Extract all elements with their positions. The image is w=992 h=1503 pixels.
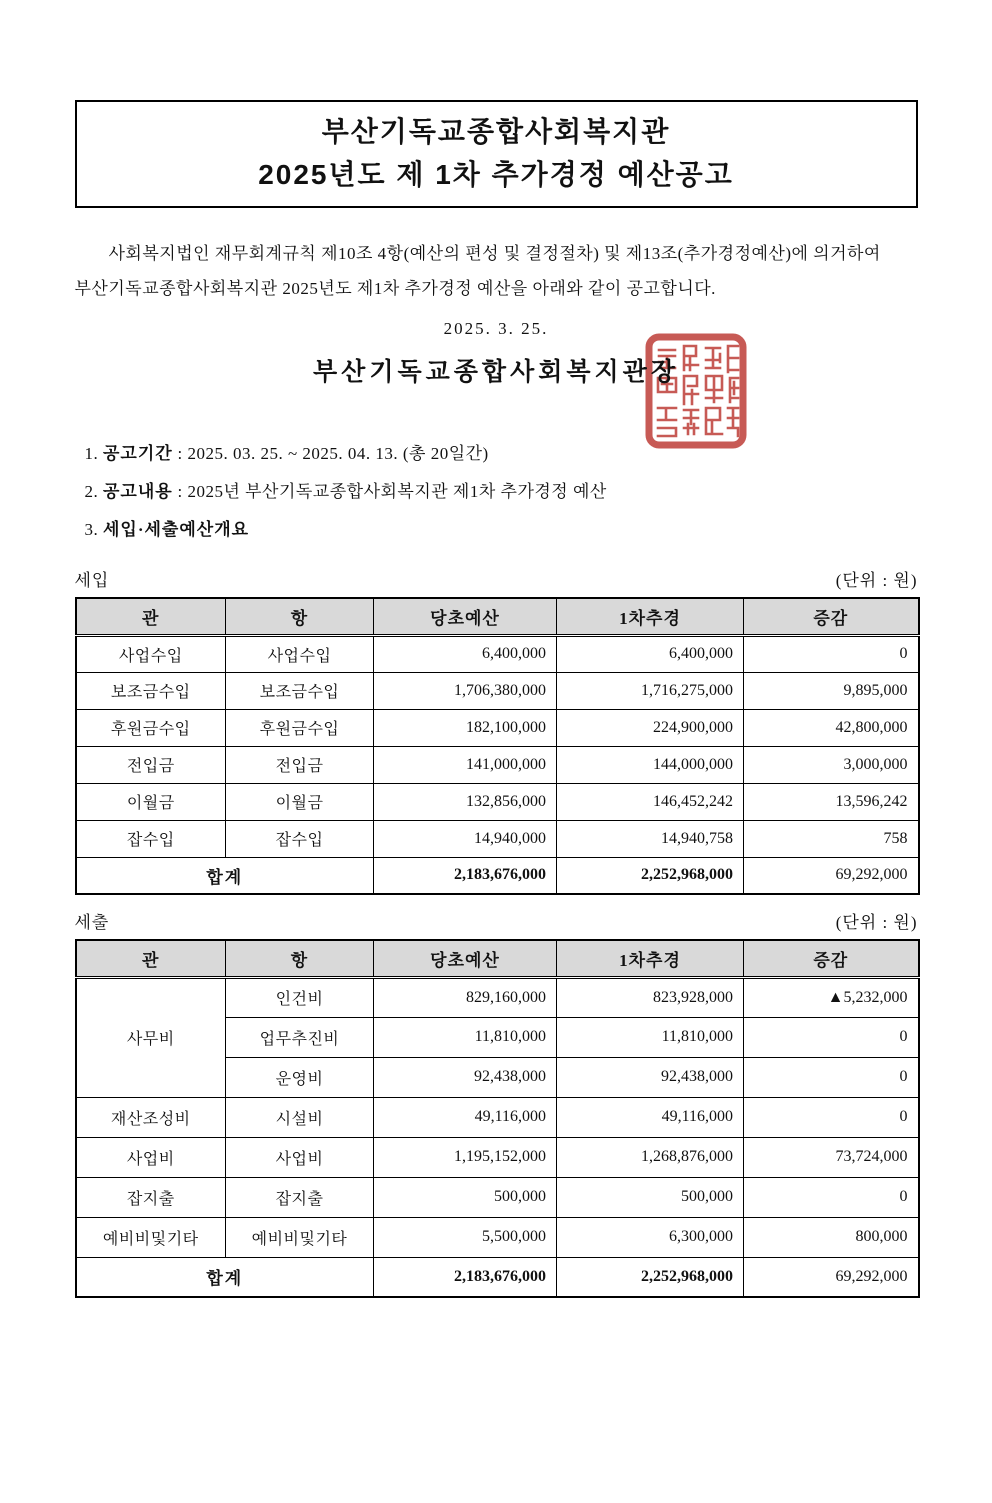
cell-revised: 146,452,242 <box>557 783 744 820</box>
income-header-hang: 항 <box>226 598 374 635</box>
cell-change: 3,000,000 <box>744 746 919 783</box>
total-change: 69,292,000 <box>744 1257 919 1297</box>
cell-change: 758 <box>744 820 919 857</box>
cell-change: 9,895,000 <box>744 672 919 709</box>
total-initial: 2,183,676,000 <box>374 857 557 894</box>
cell-hang: 잡지출 <box>226 1177 374 1217</box>
income-row <box>76 709 919 746</box>
cell-revised: 6,300,000 <box>557 1217 744 1257</box>
expense-header-hang: 항 <box>226 940 374 977</box>
cell-hang: 사업수입 <box>226 635 374 672</box>
cell-initial: 6,400,000 <box>374 635 557 672</box>
intro-line1: 사회복지법인 재무회계규칙 제10조 4항(예산의 편성 및 결정절차) 및 제13조(추가경정예산)에 의거하여 <box>108 244 881 263</box>
cell-hang: 업무추진비 <box>226 1017 374 1057</box>
cell-gwan: 잡수입 <box>76 820 226 857</box>
document-title-line2: 2025년도 제 1차 추가경정 예산공고 <box>258 159 734 190</box>
cell-hang: 잡수입 <box>226 820 374 857</box>
expense-row <box>76 1097 919 1137</box>
notice-number: 1. <box>84 444 99 463</box>
notice-item-content <box>75 482 918 502</box>
expense-caption-label: 세출 <box>74 913 110 932</box>
notice-number: 2. <box>84 482 99 501</box>
total-revised: 2,252,968,000 <box>557 1257 744 1297</box>
cell-revised: 92,438,000 <box>557 1057 744 1097</box>
cell-initial: 500,000 <box>374 1177 557 1217</box>
income-header-change: 증감 <box>744 598 919 635</box>
cell-change: 73,724,000 <box>744 1137 919 1177</box>
cell-revised: 1,268,876,000 <box>557 1137 744 1177</box>
expense-row <box>76 1217 919 1257</box>
expense-row <box>76 977 919 1017</box>
cell-change: 13,596,242 <box>744 783 919 820</box>
cell-revised: 49,116,000 <box>557 1097 744 1137</box>
cell-hang: 사업비 <box>226 1137 374 1177</box>
cell-revised: 224,900,000 <box>557 709 744 746</box>
total-initial: 2,183,676,000 <box>374 1257 557 1297</box>
total-change: 69,292,000 <box>744 857 919 894</box>
cell-change: 800,000 <box>744 1217 919 1257</box>
cell-initial: 49,116,000 <box>374 1097 557 1137</box>
income-header-initial: 당초예산 <box>374 598 557 635</box>
income-row <box>76 635 919 672</box>
expense-header-row <box>76 940 919 977</box>
cell-revised: 14,940,758 <box>557 820 744 857</box>
cell-change: 0 <box>744 635 919 672</box>
cell-revised: 11,810,000 <box>557 1017 744 1057</box>
cell-initial: 92,438,000 <box>374 1057 557 1097</box>
cell-revised: 823,928,000 <box>557 977 744 1017</box>
announcement-date: 2025. 3. 25. <box>443 319 549 338</box>
income-row <box>76 672 919 709</box>
cell-initial: 1,706,380,000 <box>374 672 557 709</box>
income-header-gwan: 관 <box>76 598 226 635</box>
cell-gwan: 후원금수입 <box>76 709 226 746</box>
expense-row <box>76 1137 919 1177</box>
income-unit-label: (단위 : 원) <box>835 571 918 590</box>
signature-block <box>75 316 918 398</box>
cell-hang: 이월금 <box>226 783 374 820</box>
income-table-caption <box>75 566 918 591</box>
cell-revised: 6,400,000 <box>557 635 744 672</box>
cell-change: 0 <box>744 1177 919 1217</box>
notice-separator: : <box>172 444 188 463</box>
expense-header-change: 증감 <box>744 940 919 977</box>
cell-gwan: 전입금 <box>76 746 226 783</box>
cell-hang: 보조금수입 <box>226 672 374 709</box>
cell-revised: 1,716,275,000 <box>557 672 744 709</box>
intro-paragraph <box>75 236 918 306</box>
cell-gwan: 사무비 <box>76 977 226 1097</box>
cell-change: 0 <box>744 1097 919 1137</box>
notice-item-budget-summary <box>75 520 918 540</box>
cell-initial: 5,500,000 <box>374 1217 557 1257</box>
income-row <box>76 746 919 783</box>
cell-gwan: 보조금수입 <box>76 672 226 709</box>
total-label: 합계 <box>76 1257 374 1297</box>
document-page <box>75 100 918 1298</box>
income-row <box>76 820 919 857</box>
notice-item-period <box>75 444 918 464</box>
cell-initial: 132,856,000 <box>374 783 557 820</box>
cell-change: 0 <box>744 1057 919 1097</box>
expense-header-initial: 당초예산 <box>374 940 557 977</box>
cell-initial: 14,940,000 <box>374 820 557 857</box>
expense-table <box>75 939 920 1298</box>
cell-gwan: 예비비및기타 <box>76 1217 226 1257</box>
expense-header-revised: 1차추경 <box>557 940 744 977</box>
cell-initial: 141,000,000 <box>374 746 557 783</box>
cell-gwan: 사업비 <box>76 1137 226 1177</box>
notice-text: 2025년 부산기독교종합사회복지관 제1차 추가경정 예산 <box>187 482 607 501</box>
document-title-line1: 부산기독교종합사회복지관 <box>321 116 671 147</box>
expense-row <box>76 1177 919 1217</box>
notice-label: 공고기간 <box>103 444 173 463</box>
cell-hang: 운영비 <box>226 1057 374 1097</box>
income-table <box>75 597 920 895</box>
income-row <box>76 783 919 820</box>
cell-hang: 예비비및기타 <box>226 1217 374 1257</box>
expense-table-caption <box>75 908 918 933</box>
notice-list <box>75 444 918 540</box>
expense-unit-label: (단위 : 원) <box>835 913 918 932</box>
cell-change: ▲5,232,000 <box>744 977 919 1017</box>
total-label: 합계 <box>76 857 374 894</box>
intro-line2: 부산기독교종합사회복지관 2025년도 제1차 추가경정 예산을 아래와 같이 공고합니다. <box>74 279 716 298</box>
notice-label: 공고내용 <box>103 482 173 501</box>
cell-hang: 인건비 <box>226 977 374 1017</box>
cell-change: 0 <box>744 1017 919 1057</box>
cell-hang: 시설비 <box>226 1097 374 1137</box>
cell-initial: 11,810,000 <box>374 1017 557 1057</box>
notice-separator: : <box>172 482 188 501</box>
income-header-revised: 1차추경 <box>557 598 744 635</box>
cell-hang: 후원금수입 <box>226 709 374 746</box>
expense-header-gwan: 관 <box>76 940 226 977</box>
income-total-row <box>76 857 919 894</box>
notice-number: 3. <box>84 520 99 539</box>
cell-revised: 500,000 <box>557 1177 744 1217</box>
signer-title: 부산기독교종합사회복지관장 <box>313 359 679 386</box>
notice-label: 세입·세출예산개요 <box>103 520 250 539</box>
cell-change: 42,800,000 <box>744 709 919 746</box>
cell-initial: 829,160,000 <box>374 977 557 1017</box>
title-box <box>75 100 918 208</box>
notice-text: 2025. 03. 25. ~ 2025. 04. 13. (총 20일간) <box>187 444 489 463</box>
income-caption-label: 세입 <box>74 571 110 590</box>
official-seal-icon <box>644 332 748 450</box>
cell-initial: 182,100,000 <box>374 709 557 746</box>
cell-hang: 전입금 <box>226 746 374 783</box>
cell-gwan: 사업수입 <box>76 635 226 672</box>
cell-gwan: 재산조성비 <box>76 1097 226 1137</box>
total-revised: 2,252,968,000 <box>557 857 744 894</box>
cell-gwan: 잡지출 <box>76 1177 226 1217</box>
cell-gwan: 이월금 <box>76 783 226 820</box>
cell-initial: 1,195,152,000 <box>374 1137 557 1177</box>
cell-revised: 144,000,000 <box>557 746 744 783</box>
expense-total-row <box>76 1257 919 1297</box>
income-header-row <box>76 598 919 635</box>
